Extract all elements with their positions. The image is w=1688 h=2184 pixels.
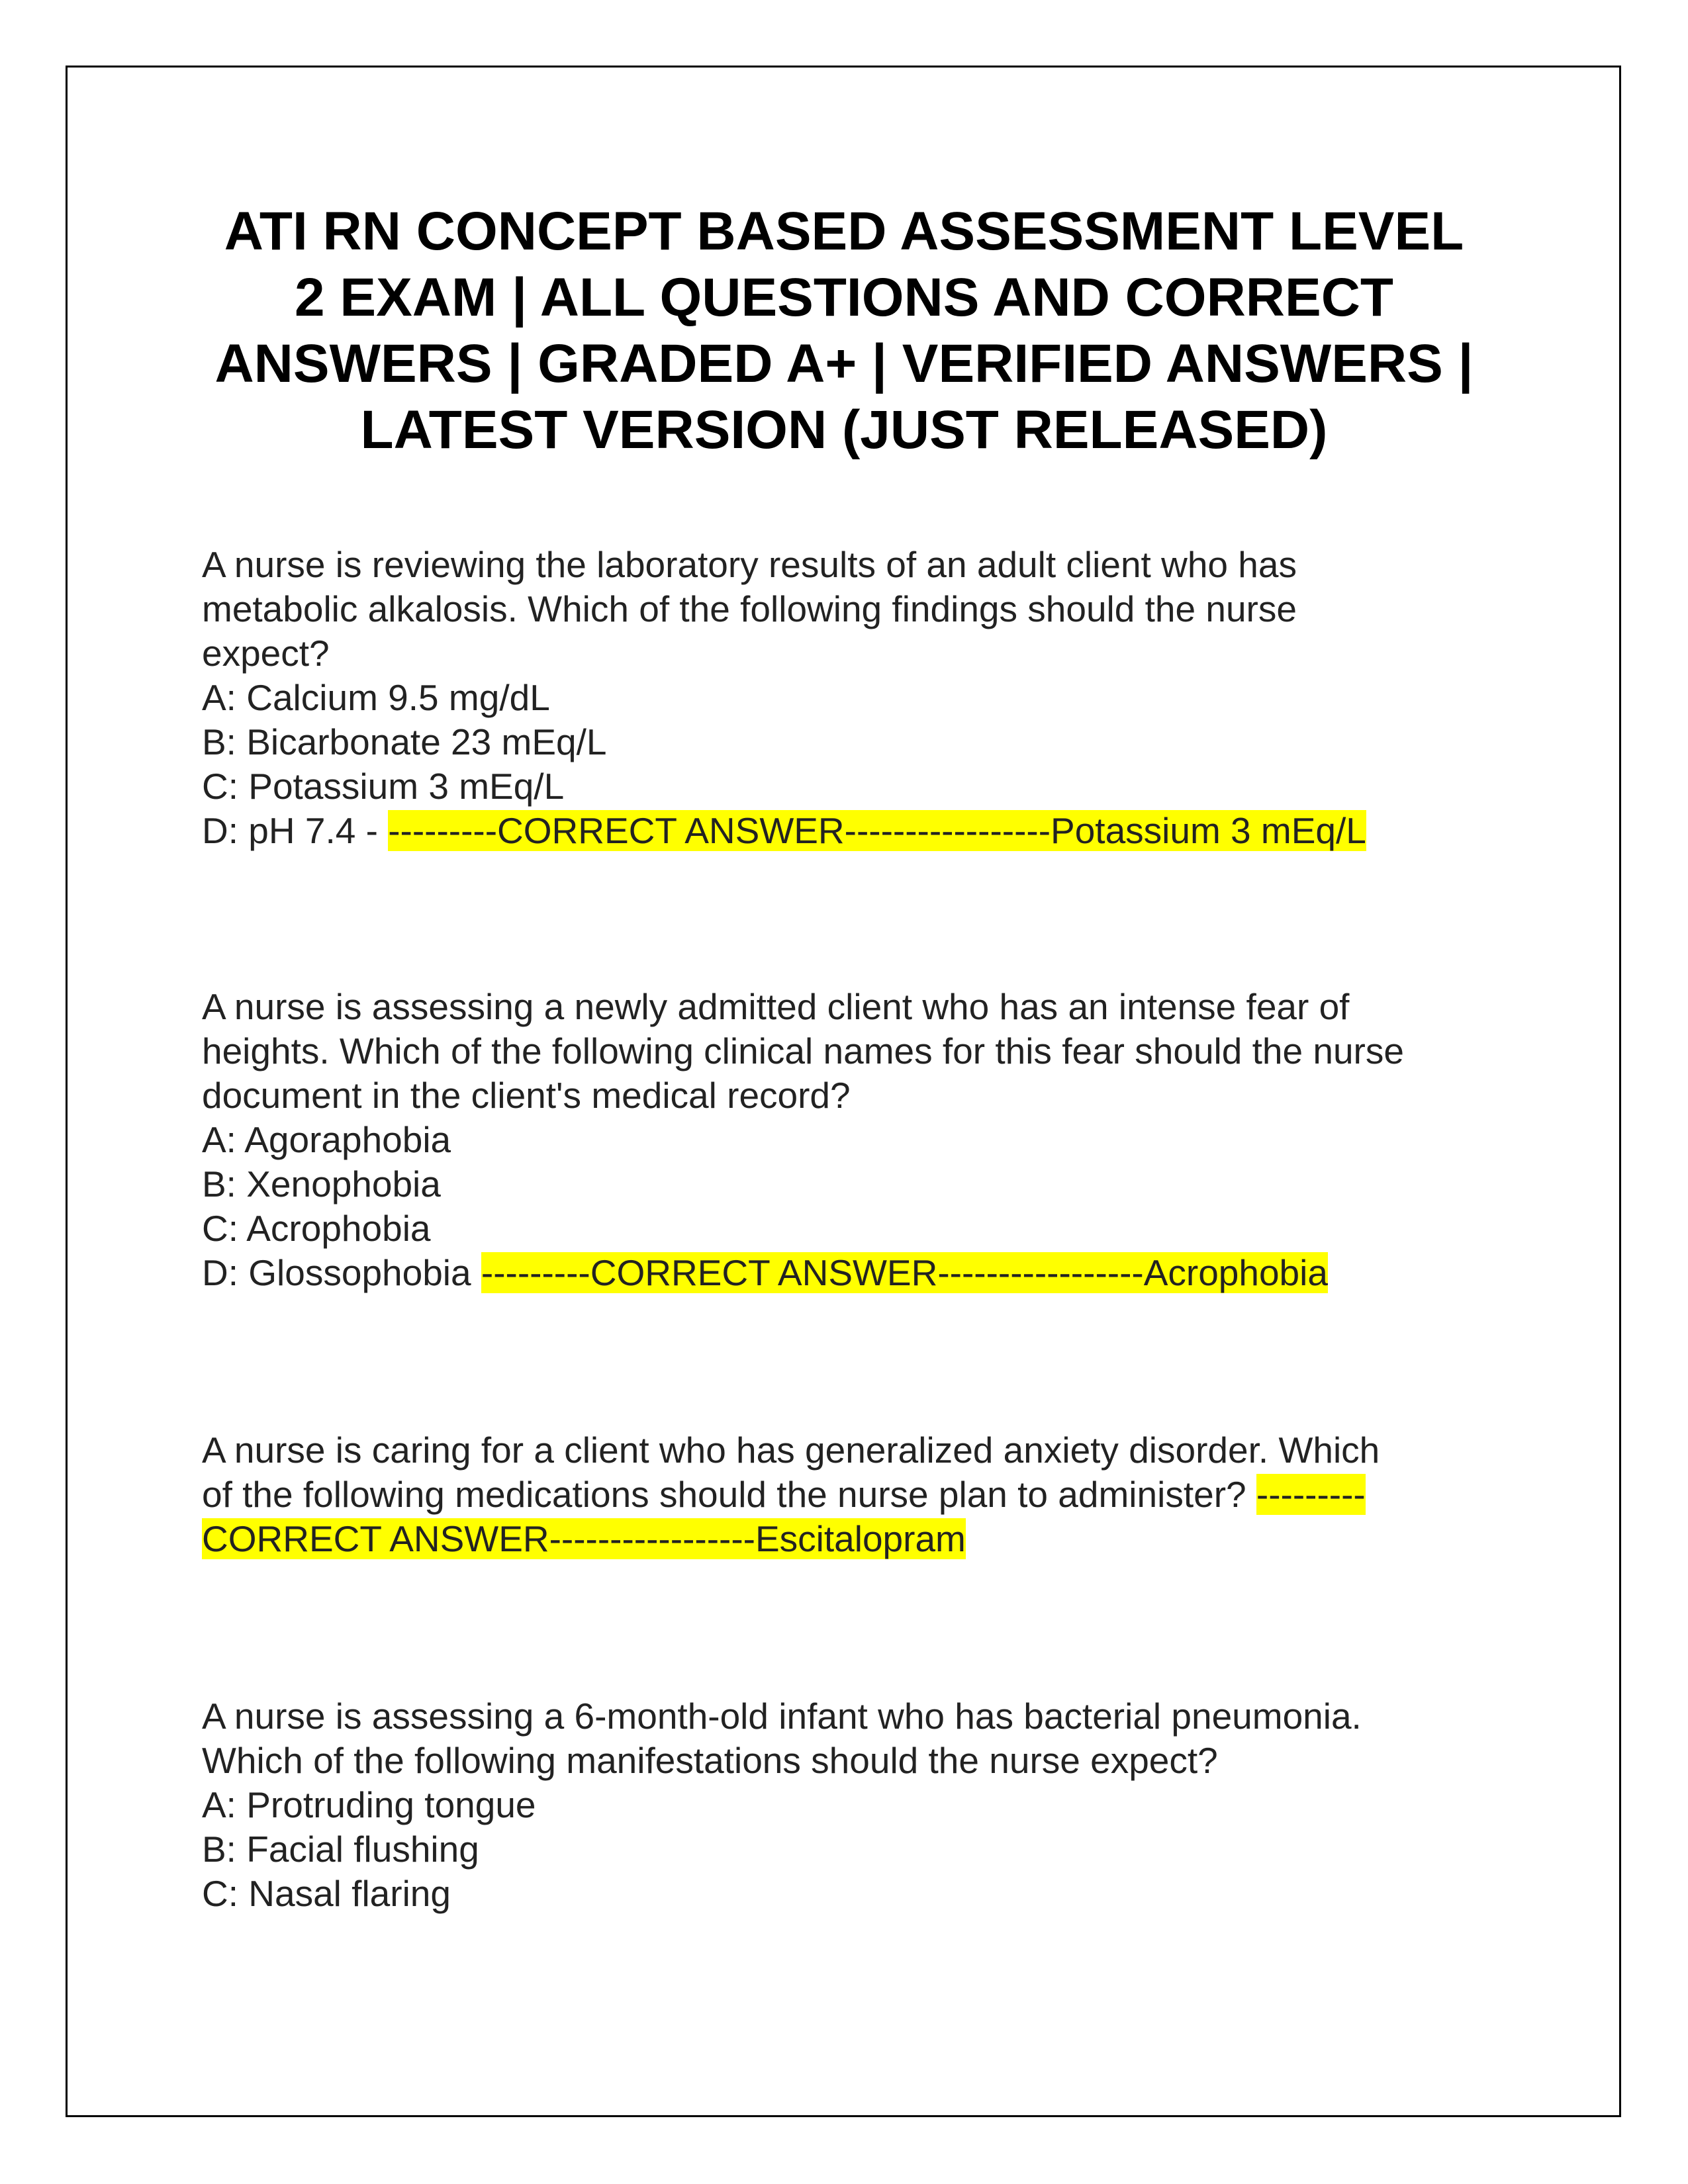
answer-option: C: Acrophobia: [202, 1208, 431, 1249]
answer-option: B: Bicarbonate 23 mEq/L: [202, 721, 607, 762]
answer-option: A: Agoraphobia: [202, 1119, 451, 1160]
question-stem-line: metabolic alkalosis. Which of the following findings should the nurse: [202, 588, 1297, 629]
answer-option-text: D: Glossophobia: [202, 1252, 481, 1293]
question-block-1: [202, 543, 1526, 853]
answer-option-text: D: pH 7.4 -: [202, 810, 389, 851]
correct-answer-highlight: ---------: [1256, 1474, 1366, 1515]
question-block-4: [202, 1694, 1526, 1916]
question-stem-line: A nurse is assessing a newly admitted client who has an intense fear of: [202, 986, 1350, 1027]
answer-option: A: Calcium 9.5 mg/dL: [202, 677, 550, 718]
answer-option: A: Protruding tongue: [202, 1784, 536, 1825]
title-line: 2 EXAM | ALL QUESTIONS AND CORRECT: [294, 267, 1394, 328]
answer-option: B: Xenophobia: [202, 1163, 441, 1205]
question-stem-line: Which of the following manifestations should the nurse expect?: [202, 1740, 1218, 1781]
title-line: ATI RN CONCEPT BASED ASSESSMENT LEVEL: [224, 201, 1464, 261]
correct-answer-highlight: ---------CORRECT ANSWER-----------------Potassium 3 mEq/L: [388, 810, 1366, 851]
correct-answer-highlight: CORRECT ANSWER-----------------Escitalopram: [202, 1518, 966, 1559]
correct-answer-line: [202, 1517, 1526, 1561]
question-stem-line-2: [202, 1473, 1526, 1517]
answer-option-last: [202, 809, 1526, 853]
title-line: ANSWERS | GRADED A+ | VERIFIED ANSWERS |: [214, 334, 1474, 394]
answer-option: C: Nasal flaring: [202, 1873, 451, 1914]
question-stem-line: A nurse is assessing a 6-month-old infant who has bacterial pneumonia.: [202, 1696, 1362, 1737]
correct-answer-highlight: ---------CORRECT ANSWER-----------------Acrophobia: [481, 1252, 1328, 1293]
question-stem-line: A nurse is reviewing the laboratory results of an adult client who has: [202, 544, 1297, 585]
question-stem-line: heights. Which of the following clinical names for this fear should the nurse: [202, 1030, 1404, 1071]
question-block-3: [202, 1428, 1526, 1561]
question-stem-text: of the following medications should the nurse plan to administer?: [202, 1474, 1256, 1515]
question-stem-line: document in the client's medical record?: [202, 1075, 851, 1116]
title-line: LATEST VERSION (JUST RELEASED): [360, 400, 1328, 460]
question-stem-line: A nurse is caring for a client who has generalized anxiety disorder. Which: [202, 1430, 1380, 1471]
answer-option: C: Potassium 3 mEq/L: [202, 766, 565, 807]
question-block-2: [202, 985, 1526, 1295]
answer-option: B: Facial flushing: [202, 1829, 479, 1870]
document-title: [172, 199, 1516, 463]
question-stem-line: expect?: [202, 633, 330, 674]
answer-option-last: [202, 1251, 1526, 1295]
